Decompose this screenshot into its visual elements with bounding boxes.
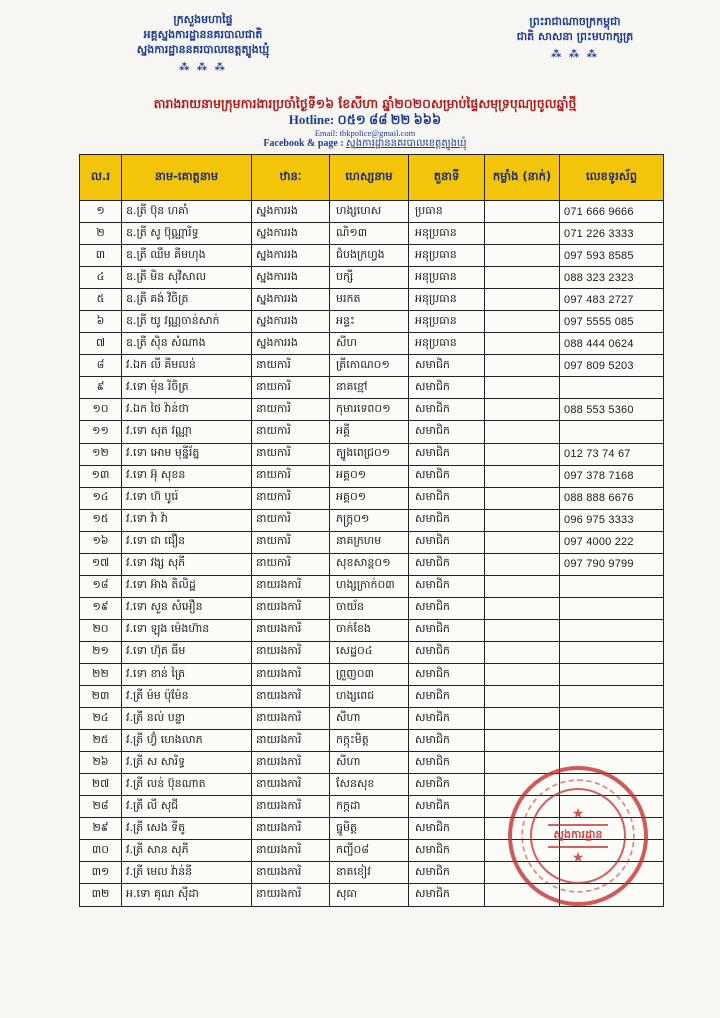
role-cell: អនុប្រធាន: [409, 311, 485, 333]
role-cell: សមាជិក: [409, 377, 485, 399]
row-number: ៣០: [80, 840, 122, 862]
table-row: [80, 399, 664, 421]
table-row: [80, 201, 664, 223]
rank-title-cell: នាយការិ: [252, 421, 330, 443]
facebook-line: [120, 138, 610, 150]
ornament-divider-icon: ⁂ ⁂ ⁂: [551, 49, 599, 60]
callsign-cell: នាគខៀវ: [330, 862, 409, 884]
count-cell: [485, 355, 560, 377]
rank-title-cell: នាយរងការិ: [252, 840, 330, 862]
phone-cell: 096 975 3333: [560, 509, 664, 531]
table-row: [80, 818, 664, 840]
header-count: កម្លាំង (នាក់): [485, 155, 560, 201]
rank-title-cell: នាយរងការិ: [252, 752, 330, 774]
rank-title-cell: នាយរងការិ: [252, 730, 330, 752]
row-number: ២៦: [80, 752, 122, 774]
table-header-row: [80, 155, 664, 201]
row-number: ២៥: [80, 730, 122, 752]
count-cell: [485, 818, 560, 840]
table-row: [80, 884, 664, 906]
row-number: ៩: [80, 377, 122, 399]
count-cell: [485, 752, 560, 774]
count-cell: [485, 267, 560, 289]
role-cell: អនុប្រធាន: [409, 289, 485, 311]
row-number: ១: [80, 201, 122, 223]
callsign-cell: ជំបងក្រហ្វង: [330, 245, 409, 267]
count-cell: [485, 465, 560, 487]
row-number: ២៨: [80, 796, 122, 818]
row-number: ៧: [80, 333, 122, 355]
callsign-cell: ហង្សក្រាក់០៣: [330, 575, 409, 597]
row-number: ៣១: [80, 862, 122, 884]
phone-cell: [560, 730, 664, 752]
title-block: [120, 96, 610, 150]
rank-title-cell: នាយការិ: [252, 465, 330, 487]
email-line: [120, 128, 610, 138]
name-cell: វ.ឯក ថៃ វ៉ាន់ថា: [122, 399, 252, 421]
phone-cell: 097 483 2727: [560, 289, 664, 311]
name-cell: វ.ទោ ហ៊ បូរ៉េ: [122, 487, 252, 509]
callsign-cell: សេដ្ឋ០៤: [330, 641, 409, 663]
role-cell: សមាជិក: [409, 641, 485, 663]
table-row: [80, 267, 664, 289]
callsign-cell: អន្ទះ: [330, 311, 409, 333]
callsign-cell: អគ្គី: [330, 421, 409, 443]
roster-table: [79, 154, 664, 907]
role-cell: សមាជិក: [409, 597, 485, 619]
hotline-number: ០៥១ ៨៨ ២២ ៦៦៦: [337, 112, 442, 127]
name-cell: ឧ.ត្រី គង់ វិចិត្រ: [122, 289, 252, 311]
row-number: ១៤: [80, 487, 122, 509]
ministry-line-3: ស្នងការដ្ឋាននគរបាលខេត្តត្បូងឃ្មុំ: [136, 43, 270, 56]
table-row: [80, 223, 664, 245]
phone-cell: 097 5555 085: [560, 311, 664, 333]
table-row: [80, 377, 664, 399]
rank-title-cell: ស្នងការរង: [252, 223, 330, 245]
header-title: ឋានៈ: [252, 155, 330, 201]
count-cell: [485, 509, 560, 531]
phone-cell: [560, 752, 664, 774]
row-number: ១៣: [80, 465, 122, 487]
table-row: [80, 355, 664, 377]
phone-cell: [560, 663, 664, 685]
phone-cell: [560, 641, 664, 663]
count-cell: [485, 553, 560, 575]
count-cell: [485, 201, 560, 223]
hotline: [120, 112, 610, 128]
role-cell: សមាជិក: [409, 575, 485, 597]
phone-cell: [560, 686, 664, 708]
role-cell: សមាជិក: [409, 487, 485, 509]
row-number: ៦: [80, 311, 122, 333]
phone-cell: 097 809 5203: [560, 355, 664, 377]
kingdom-header: [470, 14, 680, 62]
row-number: ២៣: [80, 686, 122, 708]
row-number: ១៨: [80, 575, 122, 597]
table-row: [80, 686, 664, 708]
count-cell: [485, 575, 560, 597]
callsign-cell: ភក្ត្រ០១: [330, 509, 409, 531]
table-row: [80, 575, 664, 597]
table-row: [80, 443, 664, 465]
roster-body: [80, 201, 664, 907]
row-number: ១១: [80, 421, 122, 443]
name-cell: វ.ត្រី ម៉ម ប៉ុម៉ែន: [122, 686, 252, 708]
ornament-divider-icon: ⁂ ⁂ ⁂: [179, 62, 227, 73]
count-cell: [485, 862, 560, 884]
table-row: [80, 289, 664, 311]
role-cell: សមាជិក: [409, 531, 485, 553]
table-row: [80, 840, 664, 862]
phone-cell: [560, 818, 664, 840]
ministry-header: [98, 12, 308, 75]
name-cell: វ.ទោ អោម មុន្នីរ័ត្ន: [122, 443, 252, 465]
callsign-cell: សីហា: [330, 752, 409, 774]
phone-cell: 088 888 6676: [560, 487, 664, 509]
phone-cell: [560, 774, 664, 796]
name-cell: វ.ទោ សុត វណ្ណា: [122, 421, 252, 443]
rank-title-cell: នាយការិ: [252, 443, 330, 465]
email-address: tbkpolice@gmail.com: [339, 128, 416, 138]
callsign-cell: កក្កដា: [330, 796, 409, 818]
row-number: ៥: [80, 289, 122, 311]
table-row: [80, 796, 664, 818]
ministry-line-2: អគ្គស្នងការដ្ឋាននគរបាលជាតិ: [143, 28, 263, 41]
callsign-cell: សុធា: [330, 884, 409, 906]
role-cell: ប្រធាន: [409, 201, 485, 223]
role-cell: សមាជិក: [409, 818, 485, 840]
phone-cell: 088 323 2323: [560, 267, 664, 289]
row-number: ២១: [80, 641, 122, 663]
document-title: តារាងរាយនាមក្រុមការងារប្រចាំថ្ងៃទី១៦ ខែសីហា ឆ្នាំ២០២០សម្រាប់ផ្ទៃសមុទ្របុណ្យចូលឆ្នាំថ្មី: [153, 96, 577, 111]
role-cell: សមាជិក: [409, 509, 485, 531]
count-cell: [485, 730, 560, 752]
facebook-label: Facebook & page :: [263, 138, 344, 149]
rank-title-cell: ស្នងការរង: [252, 201, 330, 223]
role-cell: អនុប្រធាន: [409, 267, 485, 289]
star-icon: ★: [571, 850, 585, 866]
name-cell: ឧ.ត្រី មិន សុវិសាល: [122, 267, 252, 289]
table-row: [80, 752, 664, 774]
header-unit: ហេស្សនាម: [330, 155, 409, 201]
callsign-cell: មរកត: [330, 289, 409, 311]
name-cell: វ.ឯក លី គីមលន់: [122, 355, 252, 377]
callsign-cell: អគ្គ០១: [330, 465, 409, 487]
count-cell: [485, 708, 560, 730]
header-role: តួនាទី: [409, 155, 485, 201]
row-number: ៨: [80, 355, 122, 377]
table-row: [80, 311, 664, 333]
role-cell: សមាជិក: [409, 686, 485, 708]
callsign-cell: កុមារទេព០១: [330, 399, 409, 421]
name-cell: វ.ទោ វ៉ា វ៉ា: [122, 509, 252, 531]
role-cell: សមាជិក: [409, 465, 485, 487]
row-number: ៤: [80, 267, 122, 289]
table-row: [80, 421, 664, 443]
count-cell: [485, 531, 560, 553]
callsign-cell: សីហា: [330, 708, 409, 730]
phone-cell: 088 444 0624: [560, 333, 664, 355]
callsign-cell: ហង្សពេជ: [330, 686, 409, 708]
rank-title-cell: ស្នងការរង: [252, 333, 330, 355]
name-cell: វ.ទោ ហ៊ុត ធីម: [122, 641, 252, 663]
table-row: [80, 774, 664, 796]
rank-title-cell: ស្នងការរង: [252, 311, 330, 333]
name-cell: វ.ត្រី លី សុជី: [122, 796, 252, 818]
table-row: [80, 333, 664, 355]
name-cell: ឧ.ត្រី ស៊ិន សំណាង: [122, 333, 252, 355]
phone-cell: [560, 597, 664, 619]
phone-cell: 071 226 3333: [560, 223, 664, 245]
count-cell: [485, 774, 560, 796]
rank-title-cell: នាយរងការិ: [252, 619, 330, 641]
role-cell: អនុប្រធាន: [409, 333, 485, 355]
count-cell: [485, 686, 560, 708]
role-cell: សមាជិក: [409, 708, 485, 730]
phone-cell: 097 378 7168: [560, 465, 664, 487]
count-cell: [485, 443, 560, 465]
rank-title-cell: នាយការិ: [252, 399, 330, 421]
row-number: ១៩: [80, 597, 122, 619]
role-cell: សមាជិក: [409, 619, 485, 641]
count-cell: [485, 289, 560, 311]
callsign-cell: នាគក្រហម: [330, 531, 409, 553]
table-row: [80, 487, 664, 509]
callsign-cell: នាគខ្មៅ: [330, 377, 409, 399]
name-cell: វ.ទោ ម៉ុន រិចិត្រ: [122, 377, 252, 399]
count-cell: [485, 597, 560, 619]
count-cell: [485, 333, 560, 355]
row-number: ២២: [80, 663, 122, 685]
row-number: ៣២: [80, 884, 122, 906]
rank-title-cell: ស្នងការរង: [252, 267, 330, 289]
name-cell: វ.ទោ ខាន់ ត្រៃ: [122, 663, 252, 685]
count-cell: [485, 641, 560, 663]
email-label: Email:: [314, 128, 338, 138]
phone-cell: 012 73 74 67: [560, 443, 664, 465]
table-row: [80, 730, 664, 752]
header-phone: លេខទូរស័ព្ទ: [560, 155, 664, 201]
count-cell: [485, 377, 560, 399]
row-number: ៣: [80, 245, 122, 267]
callsign-cell: សីហ: [330, 333, 409, 355]
callsign-cell: សុខសាន្ត០១: [330, 553, 409, 575]
name-cell: វ.ត្រី នល់ បន្ទា: [122, 708, 252, 730]
callsign-cell: ត្បូងពេជ្រ០១: [330, 443, 409, 465]
role-cell: សមាជិក: [409, 421, 485, 443]
phone-cell: 097 4000 222: [560, 531, 664, 553]
phone-cell: 071 666 9666: [560, 201, 664, 223]
name-cell: វ.ទោ សួន សំអឿន: [122, 597, 252, 619]
count-cell: [485, 487, 560, 509]
phone-cell: [560, 862, 664, 884]
row-number: ១២: [80, 443, 122, 465]
table-row: [80, 245, 664, 267]
kingdom-line-2: ជាតិ សាសនា ព្រះមហាក្សត្រ: [516, 30, 634, 43]
role-cell: សមាជិក: [409, 884, 485, 906]
facebook-page: ស្នងការដ្ឋាននគរបាលខេត្តត្បូងឃ្មុំ: [346, 138, 467, 149]
star-icon: ★: [571, 806, 585, 822]
count-cell: [485, 245, 560, 267]
rank-title-cell: នាយរងការិ: [252, 641, 330, 663]
row-number: ១៧: [80, 553, 122, 575]
callsign-cell: ហង្សហេស: [330, 201, 409, 223]
count-cell: [485, 663, 560, 685]
phone-cell: [560, 575, 664, 597]
callsign-cell: កក្កុះមិត្ត: [330, 730, 409, 752]
callsign-cell: ចាក់ខែង: [330, 619, 409, 641]
callsign-cell: ព្រួញ០៣: [330, 663, 409, 685]
row-number: ១៦: [80, 531, 122, 553]
role-cell: សមាជិក: [409, 796, 485, 818]
ministry-line-1: ក្រសួងមហាផ្ទៃ: [173, 13, 233, 26]
rank-title-cell: នាយរងការិ: [252, 597, 330, 619]
table-row: [80, 553, 664, 575]
count-cell: [485, 421, 560, 443]
name-cell: វ.ត្រី លន់ ប៊ុនណាត: [122, 774, 252, 796]
phone-cell: [560, 708, 664, 730]
name-cell: វ.ទោ អ៊ាង តិលិដ្ឋ: [122, 575, 252, 597]
rank-title-cell: នាយរងការិ: [252, 862, 330, 884]
table-row: [80, 509, 664, 531]
count-cell: [485, 840, 560, 862]
row-number: ២៤: [80, 708, 122, 730]
rank-title-cell: នាយរងការិ: [252, 884, 330, 906]
name-cell: វ.ទោ ឡុង ម៉េងហ៊ាន: [122, 619, 252, 641]
table-row: [80, 862, 664, 884]
callsign-cell: បក្សី: [330, 267, 409, 289]
rank-title-cell: នាយរងការិ: [252, 796, 330, 818]
phone-cell: [560, 796, 664, 818]
row-number: ២: [80, 223, 122, 245]
rank-title-cell: នាយការិ: [252, 487, 330, 509]
phone-cell: [560, 377, 664, 399]
callsign-cell: ណិ១៣: [330, 223, 409, 245]
row-number: ២៩: [80, 818, 122, 840]
rank-title-cell: នាយការិ: [252, 553, 330, 575]
phone-cell: 097 790 9799: [560, 553, 664, 575]
rank-title-cell: នាយការិ: [252, 355, 330, 377]
count-cell: [485, 796, 560, 818]
rank-title-cell: នាយរងការិ: [252, 774, 330, 796]
name-cell: វ.ត្រី សេង ទីតូ: [122, 818, 252, 840]
phone-cell: 088 553 5360: [560, 399, 664, 421]
name-cell: វ.ត្រី ហ្វ៊ំ ហេងលាភ: [122, 730, 252, 752]
table-row: [80, 619, 664, 641]
table-row: [80, 708, 664, 730]
table-row: [80, 531, 664, 553]
rank-title-cell: នាយរងការិ: [252, 708, 330, 730]
row-number: ១០: [80, 399, 122, 421]
kingdom-line-1: ព្រះរាជាណាចក្រកម្ពុជា: [529, 15, 621, 28]
name-cell: ឧ.ត្រី ឈឹម គីមហុង: [122, 245, 252, 267]
rank-title-cell: នាយរងការិ: [252, 686, 330, 708]
role-cell: សមាជិក: [409, 840, 485, 862]
rank-title-cell: នាយរងការិ: [252, 663, 330, 685]
name-cell: វ.ទោ អ៊ុ សុខន: [122, 465, 252, 487]
name-cell: វ.ត្រី សាន សុភី: [122, 840, 252, 862]
name-cell: ឧ.ត្រី យូ វណ្ណចាន់សាក់: [122, 311, 252, 333]
row-number: ២០: [80, 619, 122, 641]
rank-title-cell: នាយការិ: [252, 509, 330, 531]
header-name: នាម-គោត្តនាម: [122, 155, 252, 201]
rank-title-cell: ស្នងការរង: [252, 245, 330, 267]
hotline-label: Hotline:: [288, 112, 335, 127]
role-cell: សមាជិក: [409, 355, 485, 377]
name-cell: ឧ.ត្រី ប៊ុន ហគាំ: [122, 201, 252, 223]
phone-cell: 097 593 8585: [560, 245, 664, 267]
rank-title-cell: នាយការិ: [252, 531, 330, 553]
table-row: [80, 641, 664, 663]
callsign-cell: ត្រីកោណ០១: [330, 355, 409, 377]
role-cell: សមាជិក: [409, 663, 485, 685]
rank-title-cell: ស្នងការរង: [252, 289, 330, 311]
table-row: [80, 663, 664, 685]
role-cell: សមាជិក: [409, 730, 485, 752]
phone-cell: [560, 884, 664, 906]
name-cell: វ.ទោ ជា ជឿន: [122, 531, 252, 553]
name-cell: ឧ.ត្រី សូ ប៊ុណ្ណារិទ្ធ: [122, 223, 252, 245]
phone-cell: [560, 619, 664, 641]
table-row: [80, 597, 664, 619]
rank-title-cell: នាយរងការិ: [252, 575, 330, 597]
count-cell: [485, 399, 560, 421]
role-cell: សមាជិក: [409, 553, 485, 575]
seal-text: ស្នងការដ្ឋាន: [548, 824, 609, 848]
role-cell: សមាជិក: [409, 399, 485, 421]
name-cell: អ.ទោ គុណ ស៊ីដា: [122, 884, 252, 906]
role-cell: សមាជិក: [409, 443, 485, 465]
name-cell: វ.ត្រី ស សារិទ្ធ: [122, 752, 252, 774]
table-row: [80, 465, 664, 487]
count-cell: [485, 223, 560, 245]
name-cell: វ.ត្រី មេល វ៉ាន់នី: [122, 862, 252, 884]
row-number: ១៥: [80, 509, 122, 531]
role-cell: សមាជិក: [409, 774, 485, 796]
callsign-cell: កញ្ជី០៨: [330, 840, 409, 862]
count-cell: [485, 311, 560, 333]
count-cell: [485, 619, 560, 641]
row-number: ២៧: [80, 774, 122, 796]
rank-title-cell: នាយរងការិ: [252, 818, 330, 840]
callsign-cell: អគ្គ០១: [330, 487, 409, 509]
role-cell: អនុប្រធាន: [409, 223, 485, 245]
role-cell: សមាជិក: [409, 752, 485, 774]
callsign-cell: ចាយ័ន: [330, 597, 409, 619]
callsign-cell: ធ្នូមិត្ត: [330, 818, 409, 840]
count-cell: [485, 884, 560, 906]
callsign-cell: សែនសុខ: [330, 774, 409, 796]
rank-title-cell: នាយការិ: [252, 377, 330, 399]
header-no: ល.រ: [80, 155, 122, 201]
phone-cell: [560, 421, 664, 443]
phone-cell: [560, 840, 664, 862]
name-cell: វ.ទោ វង្ស សុភី: [122, 553, 252, 575]
role-cell: សមាជិក: [409, 862, 485, 884]
role-cell: អនុប្រធាន: [409, 245, 485, 267]
